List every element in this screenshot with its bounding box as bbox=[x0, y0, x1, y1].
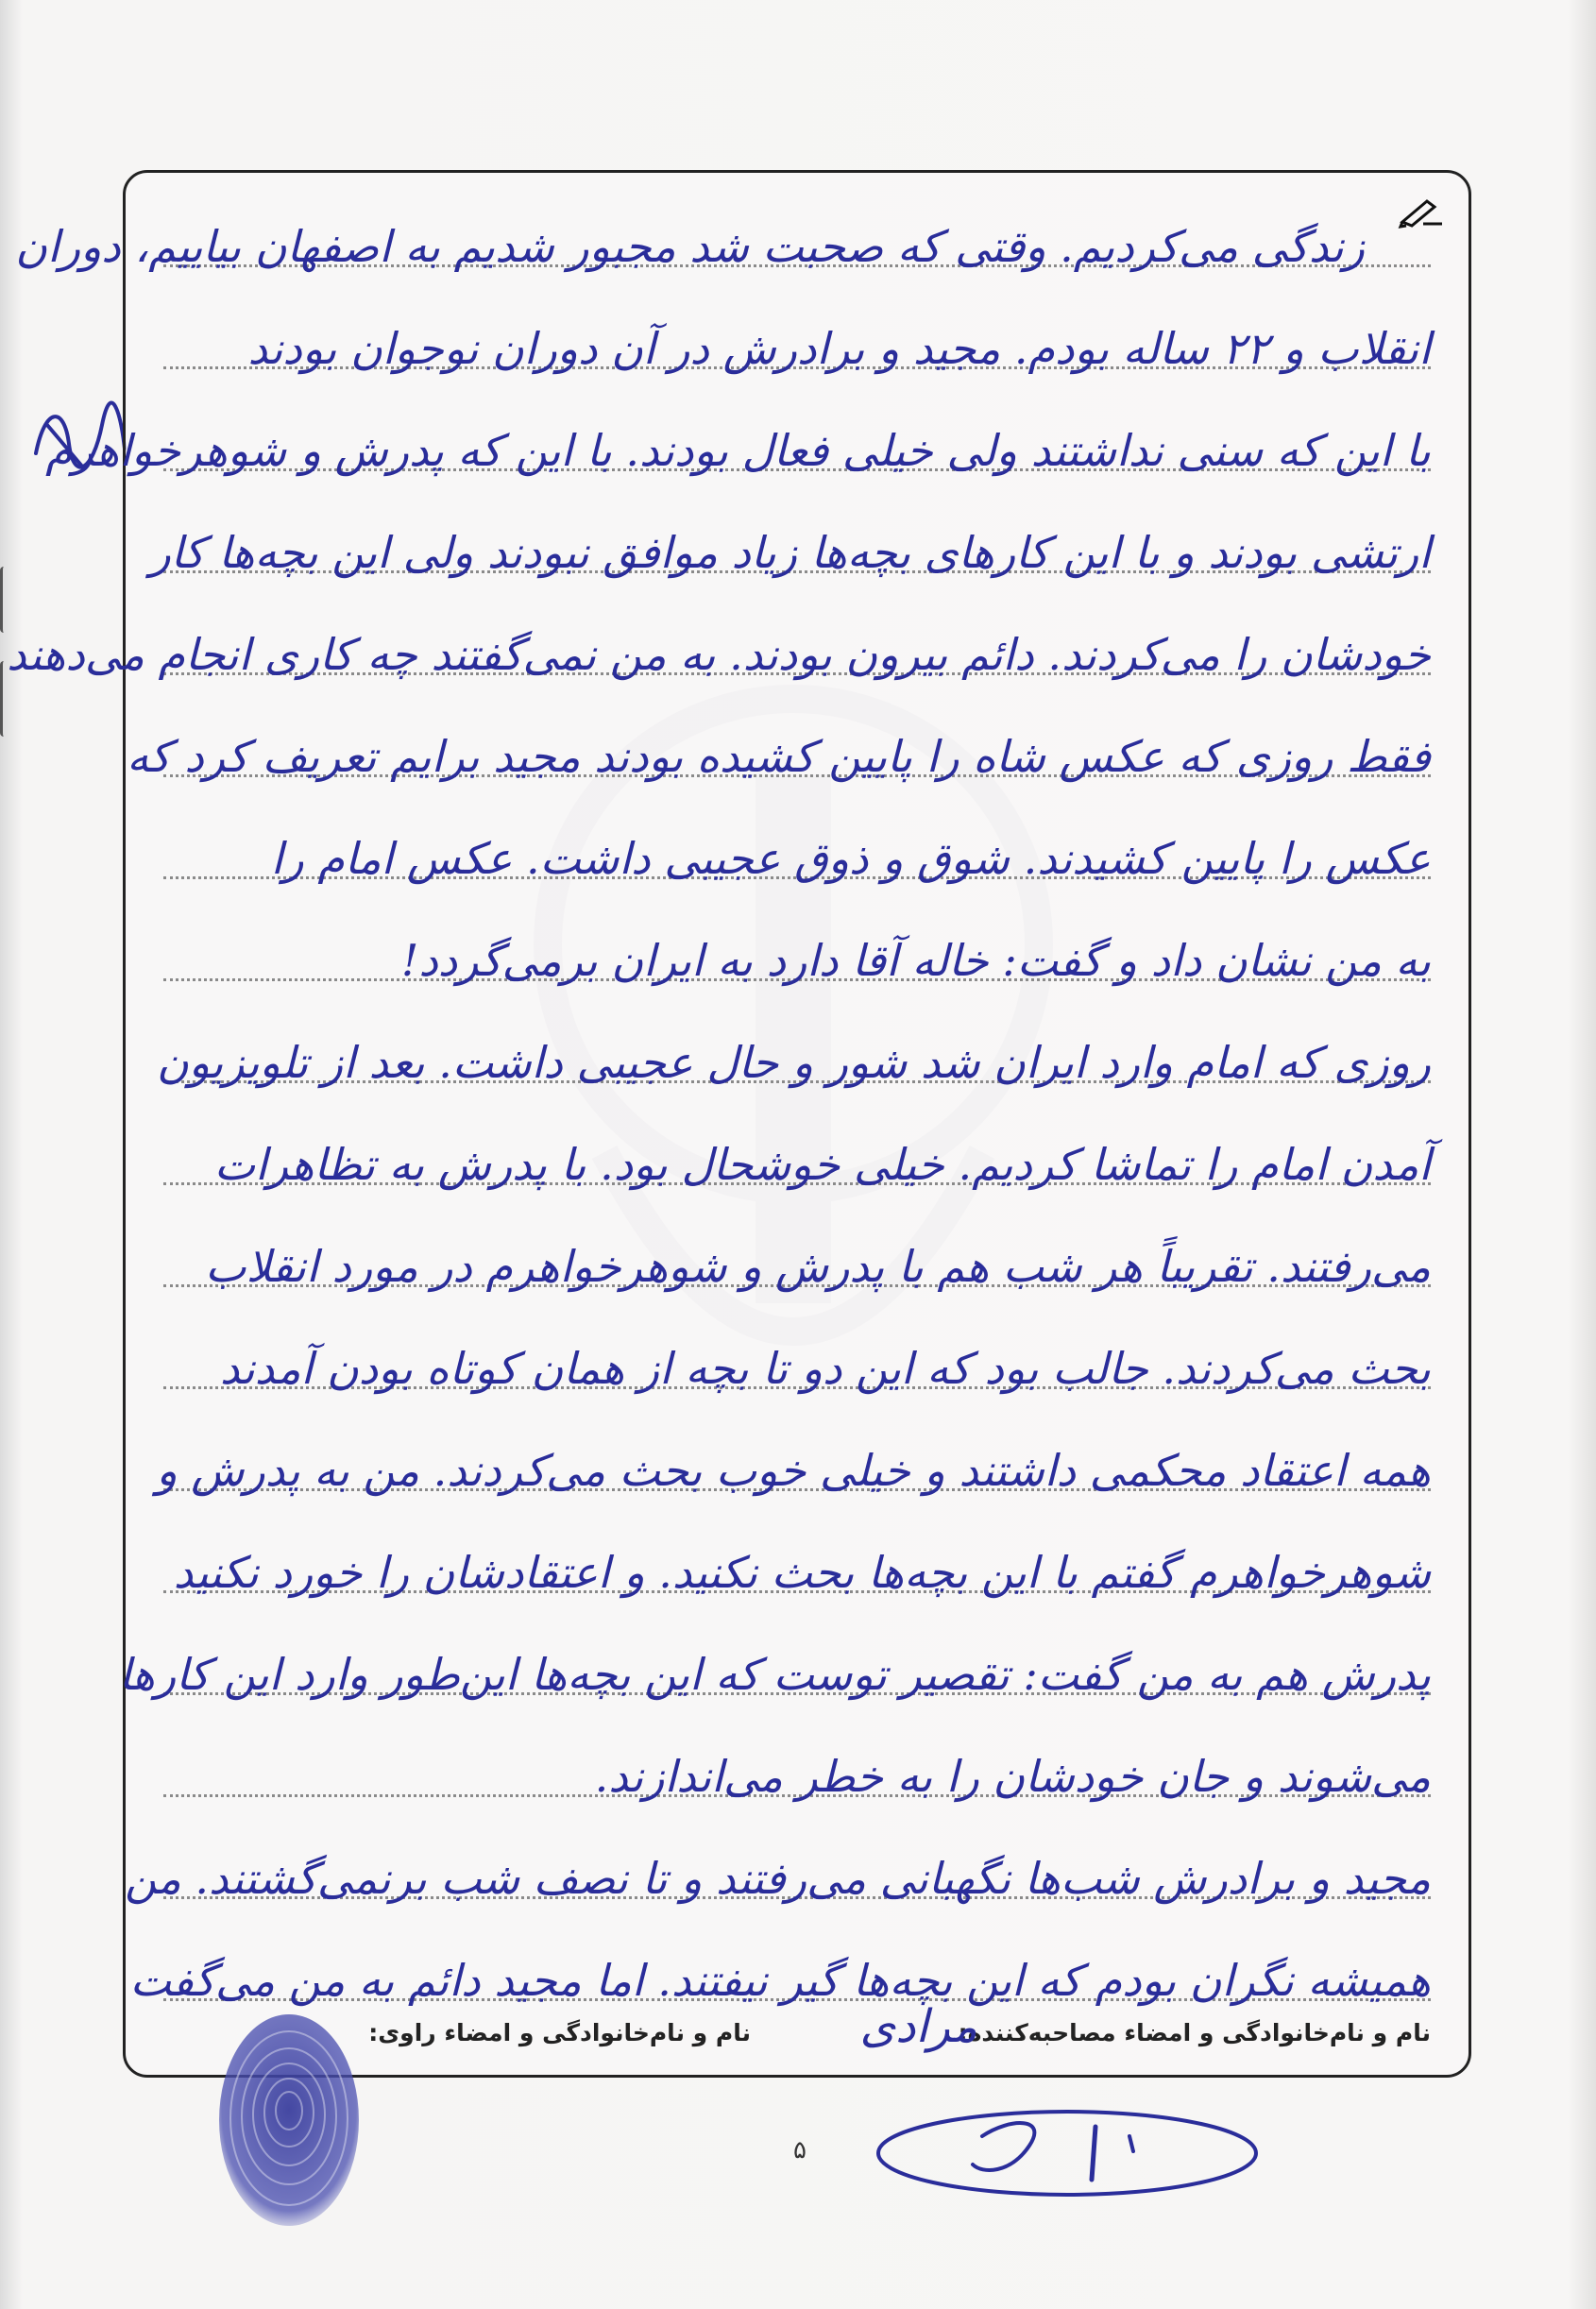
handwritten-text: ارتشی بودند و با این کارهای بچه‌ها زیاد موافق نبودند ولی این بچه‌ها کار bbox=[149, 527, 1431, 578]
text-line bbox=[156, 1006, 1431, 1108]
text-line bbox=[7, 598, 1431, 700]
handwritten-text: مجید و برادرش شب‌ها نگهبانی می‌رفتند و تا نصف شب برنمی‌گشتند. من bbox=[125, 1853, 1431, 1904]
handwritten-text: می‌شوند و جان خودشان را به خطر می‌اندازند. bbox=[594, 1751, 1431, 1802]
text-line bbox=[45, 394, 1431, 496]
handwritten-text: پدرش هم به من گفت: تقصیر توست که این بچه‌ها این‌طور وارد این کارها bbox=[118, 1649, 1431, 1700]
text-line bbox=[163, 1312, 1431, 1414]
narrator-signature-label: نام و نام‌خانوادگی و امضاء راوی: bbox=[368, 2019, 751, 2046]
handwritten-text: همه اعتقاد محکمی داشتند و خیلی خوب بحث می‌کردند. من به پدرش و bbox=[156, 1445, 1431, 1496]
fingerprint-icon bbox=[213, 2007, 365, 2238]
page-number: ۵ bbox=[793, 2136, 806, 2165]
text-line bbox=[125, 1822, 1431, 1924]
handwritten-text: انقلاب و ۲۲ ساله بودم. مجید و برادرش در آن دوران نوجوان بودند bbox=[247, 323, 1431, 374]
handwritten-text: می‌رفتند. تقریباً هر شب هم با پدرش و شوهرخواهرم در مورد انقلاب bbox=[205, 1241, 1431, 1292]
text-line bbox=[163, 904, 1431, 1006]
narrator-signature bbox=[869, 2098, 1265, 2202]
text-line bbox=[156, 1414, 1431, 1516]
handwritten-text: آمدن امام را تماشا کردیم. خیلی خوشحال بود. با پدرش به تظاهرات bbox=[213, 1139, 1431, 1190]
text-line bbox=[163, 802, 1431, 904]
handwritten-text: روزی که امام وارد ایران شد شور و حال عجیبی داشت. بعد از تلویزیون bbox=[156, 1037, 1431, 1088]
text-line bbox=[163, 1210, 1431, 1312]
handwritten-text: به من نشان داد و گفت: خاله آقا دارد به ایران برمی‌گردد! bbox=[400, 935, 1431, 986]
text-line bbox=[163, 1516, 1431, 1618]
text-line bbox=[149, 496, 1431, 598]
text-line bbox=[163, 292, 1431, 394]
text-line bbox=[163, 1108, 1431, 1210]
handwritten-text: با این که سنی نداشتند ولی خیلی فعال بودند. با این که پدرش و شوهرخواهرم bbox=[45, 425, 1431, 476]
handwritten-text: زندگی می‌کردیم. وقتی که صحبت شد مجبور شدیم به اصفهان بیاییم، دوران bbox=[15, 221, 1365, 272]
binding-mark bbox=[0, 567, 16, 633]
text-line bbox=[118, 1618, 1431, 1720]
text-line bbox=[15, 190, 1431, 292]
handwritten-text: فقط روزی که عکس شاه را پایین کشیده بودند مجید برایم تعریف کرد که bbox=[127, 731, 1431, 782]
writing-frame bbox=[7, 170, 1471, 2078]
text-line bbox=[127, 700, 1431, 802]
handwritten-text: شوهرخواهرم گفتم با این بچه‌ها بحث نکنید. و اعتقادشان را خورد نکنید bbox=[173, 1547, 1431, 1598]
handwritten-text: عکس را پایین کشیدند. شوق و ذوق عجیبی داشت. عکس امام را bbox=[270, 833, 1431, 884]
handwritten-text: خودشان را می‌کردند. دائم بیرون بودند. به من نمی‌گفتند چه کاری انجام می‌دهند bbox=[7, 629, 1431, 680]
text-line bbox=[163, 1720, 1431, 1822]
interviewer-signature: مرادی bbox=[859, 2000, 977, 2053]
handwritten-text: همیشه نگران بودم که این بچه‌ها گیر نیفتند. اما مجید دائم به من می‌گفت bbox=[129, 1955, 1431, 2006]
handwritten-text: بحث می‌کردند. جالب بود که این دو تا بچه از همان کوتاه بودن آمدند bbox=[219, 1343, 1431, 1394]
interviewer-signature-label: نام و نام‌خانوادگی و امضاء مصاحبه‌کننده: bbox=[958, 2019, 1431, 2046]
